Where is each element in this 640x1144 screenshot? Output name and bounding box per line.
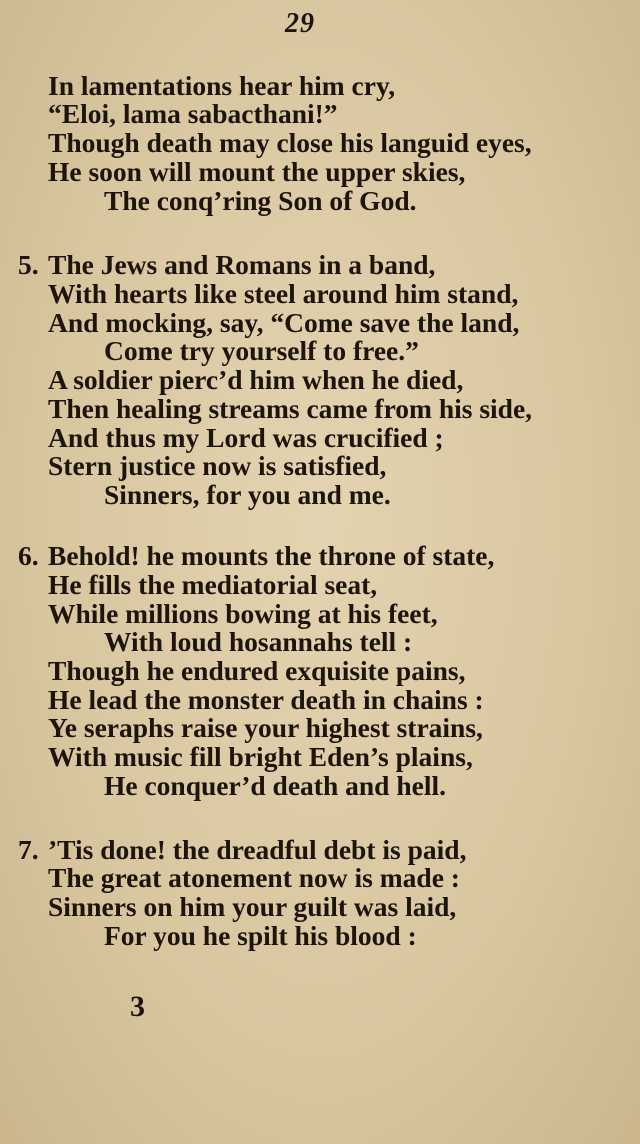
verse-line: For you he spilt his blood : bbox=[104, 920, 417, 951]
verse-line: He lead the monster death in chains : bbox=[48, 684, 484, 715]
verse-line: The conq’ring Son of God. bbox=[104, 185, 417, 216]
signature-mark: 3 bbox=[130, 990, 145, 1023]
verse-line-7-start bbox=[18, 836, 466, 864]
verse-line: He soon will mount the upper skies, bbox=[48, 156, 466, 187]
verse-line: The Jews and Romans in a band, bbox=[48, 249, 436, 280]
verse-line: With loud hosannahs tell : bbox=[104, 626, 413, 657]
verse-line: Though he endured exquisite pains, bbox=[48, 655, 466, 686]
verse-line: Behold! he mounts the throne of state, bbox=[48, 540, 495, 571]
verse-line: ’Tis done! the dreadful debt is paid, bbox=[48, 834, 467, 865]
verse-line: While millions bowing at his feet, bbox=[48, 598, 438, 629]
verse-line: With music fill bright Eden’s plains, bbox=[48, 741, 473, 772]
verse-line: Sinners, for you and me. bbox=[104, 479, 391, 510]
verse-line: Stern justice now is satisfied, bbox=[48, 450, 387, 481]
verse-line: Then healing streams came from his side, bbox=[48, 393, 533, 424]
verse-number: 7. bbox=[18, 834, 39, 865]
verse-line: With hearts like steel around him stand, bbox=[48, 278, 519, 309]
verse-line: Ye seraphs raise your highest strains, bbox=[48, 712, 483, 743]
verse-line: “Eloi, lama sabacthani!” bbox=[48, 98, 338, 129]
verse-line: And thus my Lord was crucified ; bbox=[48, 422, 444, 453]
verse-line: Come try yourself to free.” bbox=[104, 335, 419, 366]
verse-line: A soldier pierc’d him when he died, bbox=[48, 364, 464, 395]
verse-line: He conquer’d death and hell. bbox=[104, 770, 446, 801]
verse-line: And mocking, say, “Come save the land, bbox=[48, 307, 520, 338]
verse-line: In lamentations hear him cry, bbox=[48, 70, 396, 101]
verse-line-6-start bbox=[18, 542, 494, 570]
verse-line: Though death may close his languid eyes, bbox=[48, 127, 532, 158]
verse-number: 5. bbox=[18, 249, 39, 280]
verse-line: He fills the mediatorial seat, bbox=[48, 569, 378, 600]
verse-line: Sinners on him your guilt was laid, bbox=[48, 891, 457, 922]
verse-number: 6. bbox=[18, 540, 39, 571]
verse-line-5-start bbox=[18, 251, 435, 279]
verse-line: The great atonement now is made : bbox=[48, 862, 460, 893]
page-number: 29 bbox=[285, 8, 315, 39]
